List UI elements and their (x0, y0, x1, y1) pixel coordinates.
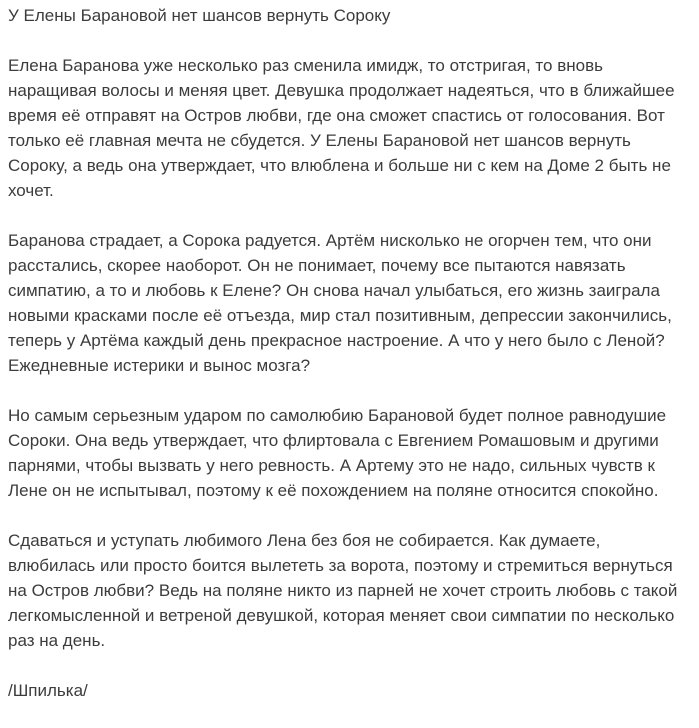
article-paragraph-3: Но самым серьезным ударом по самолюбию Барановой будет полное равнодушие Сороки. Она ведь утверждает, что флиртовала с Евгением Ромашовым и другими парнями, чтобы вызвать у него ревность. А Артему это не надо, сильных чувств к Лене он не испытывал, поэтому к её похождением на поляне относится спокойно. (8, 406, 667, 500)
article-paragraph-4: Сдаваться и уступать любимого Лена без боя не собирается. Как думаете, влюбилась или просто боится вылететь за ворота, поэтому и стремиться вернуться на Остров любви? Ведь на поляне никто из парней не хочет строить любовь с такой легкомысленной и ветреной девушкой, которая меняет свои симпатии по несколько раз на день. (8, 531, 678, 650)
article-signature: /Шпилька/ (8, 681, 88, 700)
article-paragraph-2: Баранова страдает, а Сорока радуется. Артём нисколько не огорчен тем, что они расстались, скорее наоборот. Он не понимает, почему все пытаются навязать симпатию, а то и любовь к Елене? Он снова начал улыбаться, его жизнь заиграла новыми красками после её отъезда, мир стал позитивным, депрессии закончились, теперь у Артёма каждый день прекрасное настроение. А что у него было с Леной? Ежедневные истерики и вынос мозга? (8, 231, 672, 375)
article-title: У Елены Барановой нет шансов вернуть Сороку (8, 6, 391, 25)
article-paragraph-1: Елена Баранова уже несколько раз сменила имидж, то отстригая, то вновь наращивая волосы и меняя цвет. Девушка продолжает надеяться, что в ближайшее время её отправят на Остров любви, где она сможет спастись от голосования. Вот только её главная мечта не сбудется. У Елены Барановой нет шансов вернуть Сороку, а ведь она утверждает, что влюблена и больше ни с кем на Доме 2 быть не хочет. (8, 56, 675, 200)
